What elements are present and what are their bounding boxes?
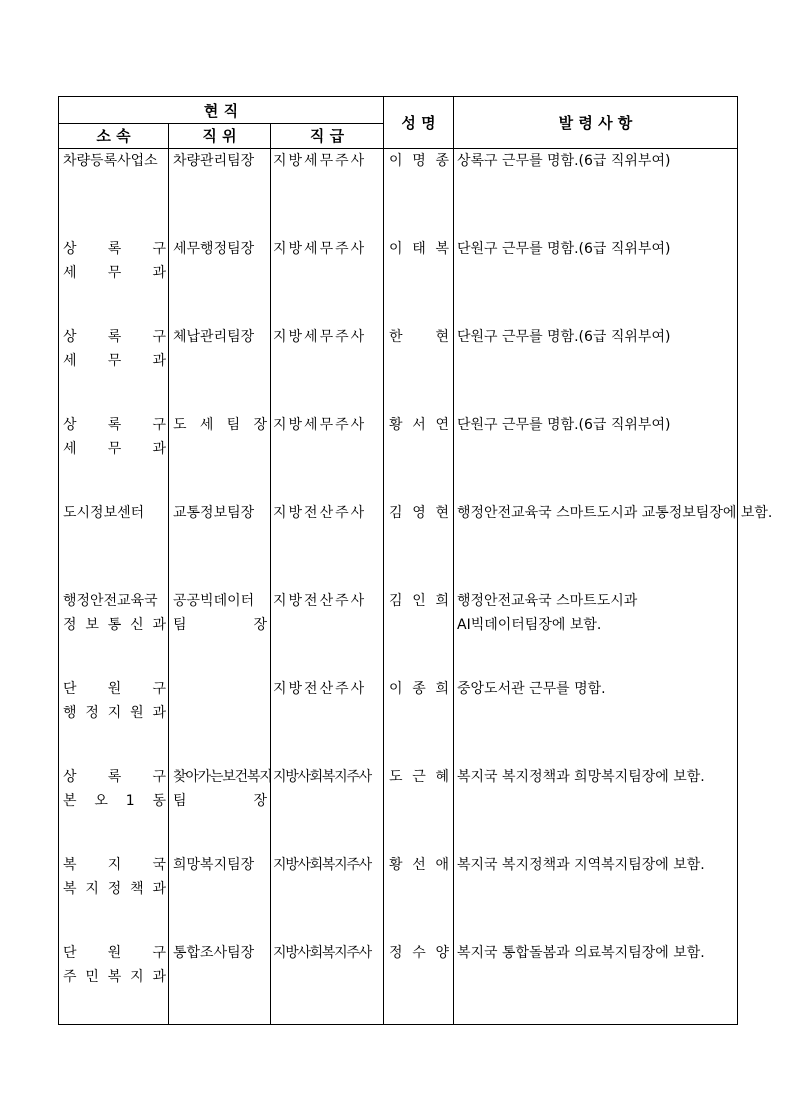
personnel-order-table xyxy=(58,96,773,1025)
position-cell: 희망복지팀장 xyxy=(173,857,255,873)
col-divider xyxy=(270,124,271,1024)
col-divider xyxy=(168,124,169,1024)
grade-cell: 지방사회복지주사 xyxy=(273,945,371,961)
position-cell: 도 세 팀 장 xyxy=(173,417,267,433)
name-cell: 이 종 희 xyxy=(389,681,449,697)
name-cell: 이 명 종 xyxy=(389,153,449,169)
name-cell: 한 현 xyxy=(389,329,449,345)
order-cell: 단원구 근무를 명함.(6급 직위부여) xyxy=(457,417,671,433)
grade-cell: 지방전산주사 xyxy=(273,593,367,609)
grade-cell: 지방세무주사 xyxy=(273,153,367,169)
grade-cell: 지방전산주사 xyxy=(273,505,367,521)
affiliation-cell: 단 원 구 행 정 지 원 과 xyxy=(63,681,166,721)
order-cell: 복지국 복지정책과 지역복지팀장에 보함. xyxy=(457,857,705,873)
position-cell: 교통정보팀장 xyxy=(173,505,255,521)
order-cell: 중앙도서관 근무를 명함. xyxy=(457,681,606,697)
name-cell: 김 영 현 xyxy=(389,505,449,521)
position-cell: 세무행정팀장 xyxy=(173,241,255,257)
affiliation-cell: 상 록 구 세 무 과 xyxy=(63,241,166,281)
position-cell: 찾아가는보건복지 팀 장 xyxy=(173,769,272,809)
header-grade: 직 급 xyxy=(309,127,345,145)
name-cell: 이 태 복 xyxy=(389,241,449,257)
name-cell: 김 인 희 xyxy=(389,593,449,609)
affiliation-cell: 상 록 구 세 무 과 xyxy=(63,417,166,457)
order-cell: 행정안전교육국 스마트도시과 교통정보팀장에 보함. xyxy=(457,505,773,521)
affiliation-cell: 단 원 구 주 민 복 지 과 xyxy=(63,945,166,985)
affiliation-cell: 차량등록사업소 xyxy=(63,153,158,169)
affiliation-cell: 도시정보센터 xyxy=(63,505,145,521)
grade-cell: 지방사회복지주사 xyxy=(273,857,371,873)
order-cell: 복지국 복지정책과 희망복지팀장에 보함. xyxy=(457,769,705,785)
header-current: 현 직 xyxy=(203,102,239,120)
order-cell: 상록구 근무를 명함.(6급 직위부여) xyxy=(457,153,671,169)
col-divider xyxy=(383,97,384,1024)
position-cell: 통합조사팀장 xyxy=(173,945,255,961)
col-divider xyxy=(453,97,454,1024)
grade-cell: 지방세무주사 xyxy=(273,241,367,257)
name-cell: 도 근 혜 xyxy=(389,769,449,785)
affiliation-cell: 행정안전교육국 정 보 통 신 과 xyxy=(63,593,166,633)
affiliation-cell: 상 록 구 본 오 1 동 xyxy=(63,769,166,809)
order-cell: 단원구 근무를 명함.(6급 직위부여) xyxy=(457,329,671,345)
position-cell: 체납관리팀장 xyxy=(173,329,255,345)
order-cell: 단원구 근무를 명함.(6급 직위부여) xyxy=(457,241,671,257)
position-cell: 차량관리팀장 xyxy=(173,153,255,169)
grade-cell: 지방세무주사 xyxy=(273,329,367,345)
grade-cell: 지방세무주사 xyxy=(273,417,367,433)
grade-cell: 지방전산주사 xyxy=(273,681,367,697)
grade-cell: 지방사회복지주사 xyxy=(273,769,371,785)
header-name: 성 명 xyxy=(401,114,436,132)
name-cell: 정 수 양 xyxy=(389,945,449,961)
position-cell: 공공빅데이터 팀 장 xyxy=(173,593,267,633)
affiliation-cell: 복 지 국 복 지 정 책 과 xyxy=(63,857,166,897)
header-position: 직 위 xyxy=(202,127,237,145)
affiliation-cell: 상 록 구 세 무 과 xyxy=(63,329,166,369)
order-cell: 복지국 통합돌봄과 의료복지팀장에 보함. xyxy=(457,945,705,961)
header-order: 발 령 사 항 xyxy=(558,114,633,132)
name-cell: 황 선 애 xyxy=(389,857,449,873)
header-affiliation: 소 속 xyxy=(96,127,131,145)
name-cell: 황 서 연 xyxy=(389,417,449,433)
order-cell: 행정안전교육국 스마트도시과 AI빅데이터팀장에 보함. xyxy=(457,593,638,633)
